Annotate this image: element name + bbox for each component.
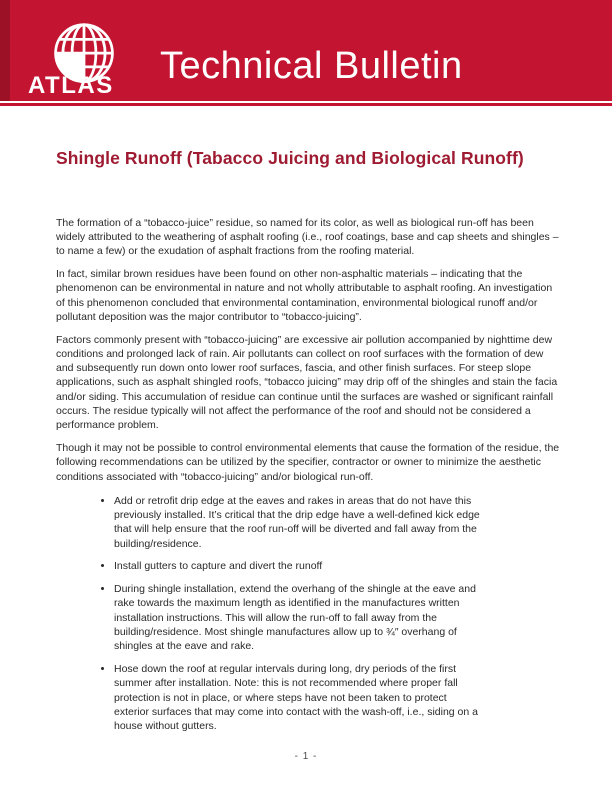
banner-left-edge: [0, 0, 10, 101]
header-banner: [0, 0, 612, 101]
logo-text: ATLAS: [28, 72, 114, 99]
bullet-item-3: • During shingle installation, extend the overhang of the shingle at the eave and rake towards the maximum length as identified in the manufactures written installation instructions. This will allow the run-off to fall away from the building/residence. Most shingle manufactures allow up to ¾″ overhang of shingles at the eave and rake.: [114, 582, 482, 653]
paragraph-1: The formation of a “tobacco-juice” residue, so named for its color, as well as biological run-off has been widely attributed to the weathering of asphalt roofing (i.e., roof coatings, base and cap sheets and shingles – to name a few) or the exudation of asphalt fractions from the roofing material.: [56, 216, 559, 258]
page-number: - 1 -: [294, 751, 318, 762]
paragraph-4: Though it may not be possible to control environmental elements that cause the formation of the residue, the following recommendations can be utilized by the specifier, contractor or owner to minimize the aesthetic conditions associated with “tobacco-juicing” and/or biological run-off.: [56, 442, 560, 483]
paragraph-2: In fact, similar brown residues have been found on other non-asphaltic materials – indicating that the phenomenon can be environmental in nature and not wholly attributable to asphalt roofing. An investigation of this phenomenon concluded that environmental contamination, environmental biological runoff and/or pollutant deposition was the major contributor to “tobacco-juicing”.: [56, 268, 553, 323]
atlas-logo: [28, 22, 124, 98]
document-title: Shingle Runoff (Tabacco Juicing and Biological Runoff): [56, 148, 524, 168]
paragraph-3: Factors commonly present with “tobacco-juicing” are excessive air pollution accompanied by nighttime dew conditions and prolonged lack of rain. Air pollutants can collect on roof surfaces with the formation of dew and subsequently run down onto lower roof surfaces, fascia, and other finish surfaces. For steep slope applications, such as asphalt shingled roofs, “tobacco juicing” may drip off of the shingles and stain the facia and/or siding. This accumulation of residue can continue until the surfaces are washed or significant rainfall occurs. The residue typically will not affect the performance of the roof and should not be considered a performance problem.: [56, 333, 558, 432]
bullet-item-4: • Hose down the roof at regular intervals during long, dry periods of the first summer after installation. Note: this is not recommended where proper fall protection is not in place, or where steps have not been taken to protect exterior surfaces that may come into contact with the wash-off, i.e., siding on a house without gutters.: [114, 662, 482, 733]
recommendation-list: [96, 494, 482, 733]
banner-title: Technical Bulletin: [160, 45, 463, 87]
document-body: [0, 106, 612, 733]
bullet-item-2: • Install gutters to capture and divert the runoff: [114, 559, 482, 573]
bullet-item-1: • Add or retrofit drip edge at the eaves and rakes in areas that do not have this previously installed. It’s critical that the drip edge have a well-defined kick edge that will help ensure that the roof run-off will be diverted and fall away from the building/residence.: [114, 494, 482, 551]
